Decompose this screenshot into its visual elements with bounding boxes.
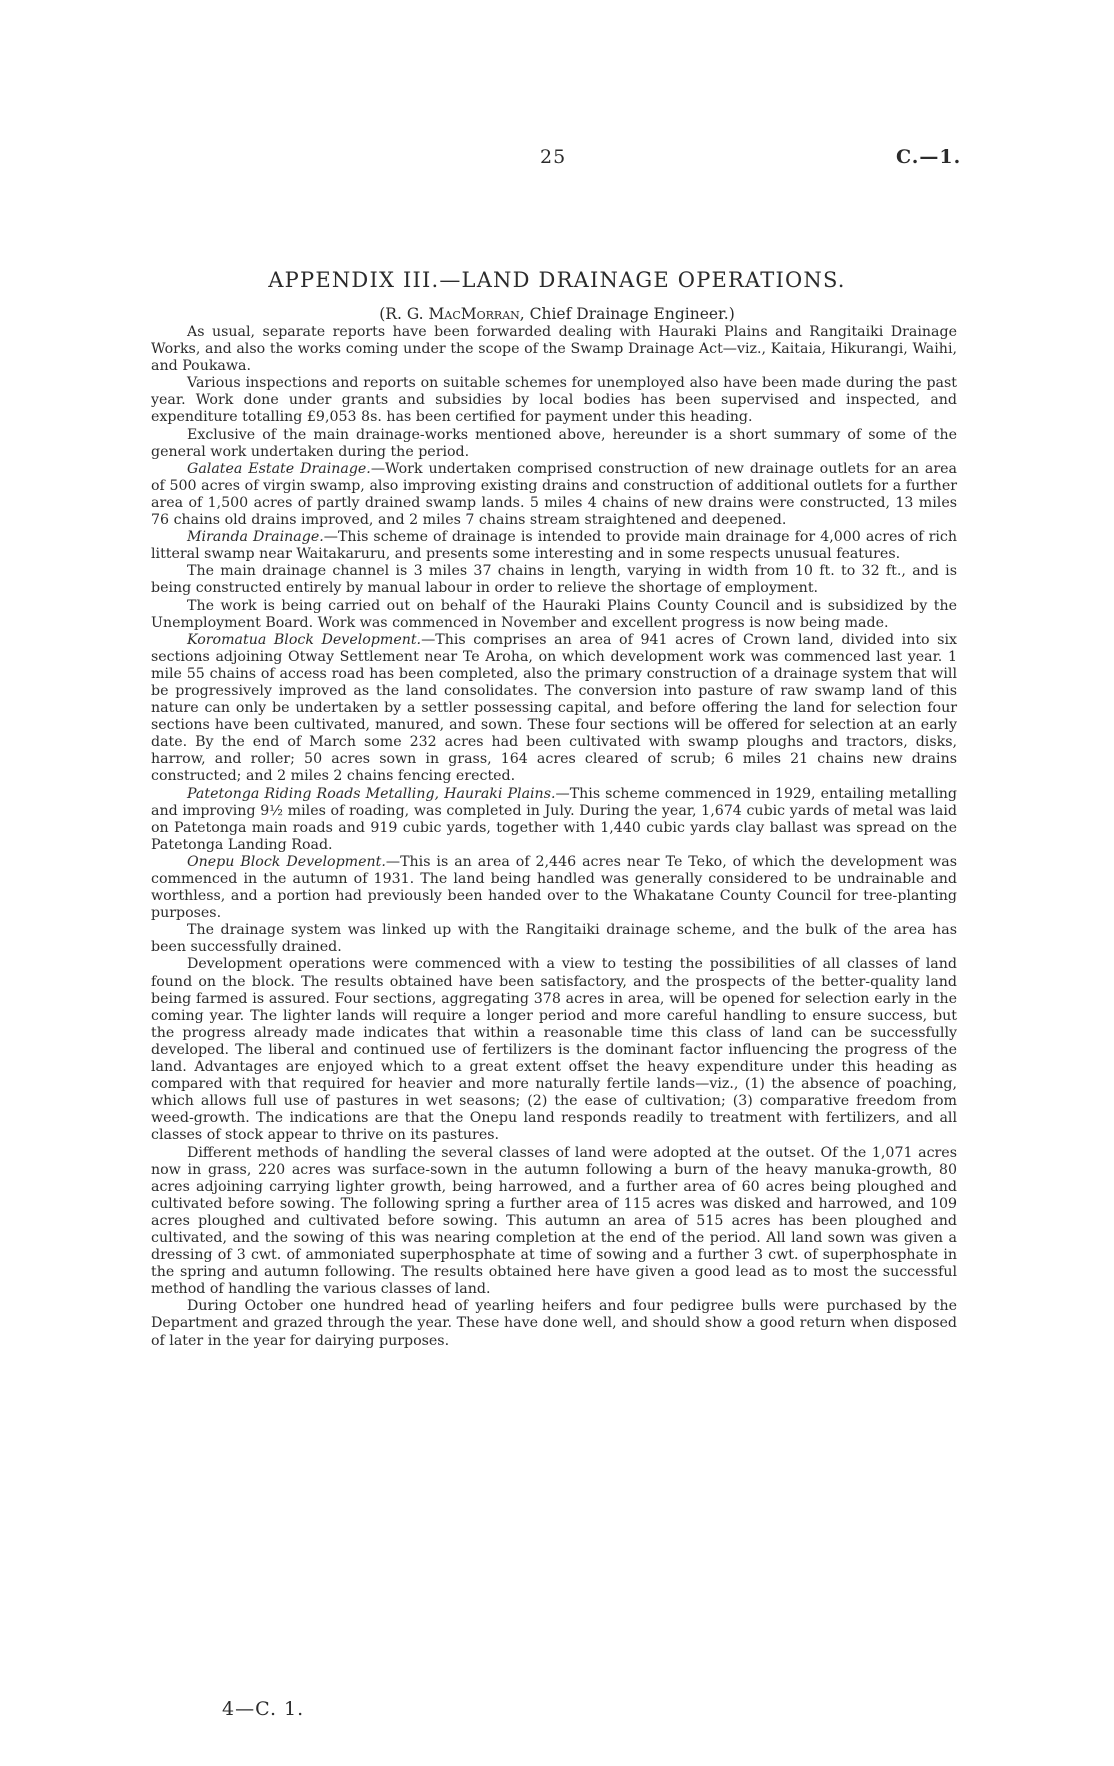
paragraph-text: The work is being carried out on behalf of the Hauraki Plains County Council and is subsidized by the Unemployment Board. Work was commenced in November and excellent progress is now being made. bbox=[151, 597, 957, 631]
page-title: APPENDIX III.—LAND DRAINAGE OPERATIONS. bbox=[268, 268, 846, 292]
paragraph bbox=[151, 375, 957, 426]
paragraph bbox=[151, 598, 957, 632]
author-name: MacMorran bbox=[428, 305, 520, 323]
paragraph-heading: Galatea Estate Drainage. bbox=[187, 460, 371, 477]
paragraph bbox=[151, 427, 957, 461]
paragraph bbox=[151, 461, 957, 529]
paragraph-text: —This comprises an area of 941 acres of Crown land, divided into six sections adjoining Otway Settlement near Te Aroha, on which development work was commenced last year. 1 mile 55 chains of access road has been completed, also the primary construction of a drainage system that will be progressively improved as the land consolidates. The conversion into pasture of raw swamp land of this nature can only be undertaken by a settler possessing capital, and before offering the land for selection four sections have been cultivated, manured, and sown. These four sections will be offered for selection at an early date. By the end of March some 232 acres had been cultivated with swamp ploughs and tractors, disks, harrow, and roller; 50 acres sown in grass, 164 acres cleared of scrub; 6 miles 21 chains new drains constructed; and 2 miles 2 chains fencing erected. bbox=[151, 631, 957, 785]
paragraph bbox=[151, 632, 957, 786]
paragraph-text: —This scheme of drainage is intended to provide main drainage for 4,000 acres of rich litteral swamp near Waitakaruru, and presents some interesting and in some respects unusual features. bbox=[151, 529, 957, 563]
paragraph-text: The drainage system was linked up with the Rangitaiki drainage scheme, and the bulk of the area has been successfully drained. bbox=[151, 922, 957, 956]
paragraph bbox=[151, 529, 957, 563]
paragraph-heading: Patetonga Riding Roads Metalling, Hauraki Plains. bbox=[187, 785, 556, 802]
paragraph-text: —This is an area of 2,446 acres near Te Teko, of which the development was commenced in the autumn of 1931. The land being handled was generally considered to be undrainable and worthless, and a portion had previously been handed over to the Whakatane County Council for tree-planting purposes. bbox=[151, 853, 957, 922]
paragraph-text: During October one hundred head of yearling heifers and four pedigree bulls were purchased by the Department and grazed through the year. These have done well, and should show a good return when disposed of later in the year for dairying purposes. bbox=[151, 1298, 957, 1349]
byline-open: (R. G. bbox=[379, 305, 429, 323]
paragraph-text: Development operations were commenced with a view to testing the possibilities of all classes of land found on the block. The results obtained have been satisfactory, and the prospects of the better-quality land being farmed is assured. Four sections, aggregating 378 acres in area, will be opened for selection early in the coming year. The lighter lands will require a longer period and more careful handling to ensure success, but the progress already made indicates that within a reasonable time this class of land can be successfully developed. The liberal and continued use of fertilizers is the dominant factor influencing the progress of the land. Advantages are enjoyed which to a great extent offset the heavy expenditure under this heading as compared with that required for heavier and more naturally fertile lands—viz., (1) the absence of poaching, which allows full use of pastures in wet seasons; (2) the ease of cultivation; (3) comparative freedom from weed-growth. The indications are that the Onepu land responds readily to treatment with fertilizers, and all classes of stock appear to thrive on its pastures. bbox=[151, 956, 957, 1144]
page-number: 25 bbox=[540, 146, 567, 168]
series-code: C.—1. bbox=[896, 146, 962, 168]
byline-rest: , Chief Drainage Engineer.) bbox=[519, 305, 735, 323]
paragraph-heading: Koromatua Block Development. bbox=[187, 631, 422, 648]
paragraph bbox=[151, 854, 957, 922]
paragraph-text: The main drainage channel is 3 miles 37 chains in length, varying in width from 10 ft. to 32 ft., and is being constructed entirely by manual labour in order to relieve the shortage of employment. bbox=[151, 563, 957, 597]
paragraph-text: —Work undertaken comprised construction of new drainage outlets for an area of 500 acres of virgin swamp, also improving existing drains and construction of additional outlets for a further area of 1,500 acres of partly drained swamp lands. 5 miles 4 chains of new drains were constructed, 13 miles 76 chains old drains improved, and 2 miles 7 chains stream straightened and deepened. bbox=[151, 460, 957, 529]
paragraph bbox=[151, 956, 957, 1144]
paragraph bbox=[151, 563, 957, 597]
paragraph-text: Exclusive of the main drainage-works mentioned above, hereunder is a short summary of some of the general work undertaken during the period. bbox=[151, 426, 957, 460]
paragraph-text: Different methods of handling the several classes of land were adopted at the outset. Of the 1,071 acres now in grass, 220 acres was surface-sown in the autumn following a burn of the heavy manuka-growth, 80 acres adjoining carrying lighter growth, being harrowed, and a further area of 60 acres being ploughed and cultivated before sowing. The following spring a further area of 115 acres was disked and harrowed, and 109 acres ploughed and cultivated before sowing. This autumn an area of 515 acres has been ploughed and cultivated, and the sowing of this was nearing completion at the end of the period. All land sown was given a dressing of 3 cwt. of ammoniated superphosphate at time of sowing and a further 3 cwt. of superphosphate in the spring and autumn following. The results obtained here have given a good lead as to most the successful method of handling the various classes of land. bbox=[151, 1144, 957, 1298]
paragraph bbox=[151, 324, 957, 375]
paragraph-text: Various inspections and reports on suitable schemes for unemployed also have been made during the past year. Work done under grants and subsidies by local bodies has been supervised and inspected, and expenditure totalling £9,053 8s. has been certified for payment under this heading. bbox=[151, 375, 957, 426]
paragraph bbox=[151, 922, 957, 956]
paragraph-text: As usual, separate reports have been forwarded dealing with Hauraki Plains and Rangitaiki Drainage Works, and also the works coming under the scope of the Swamp Drainage Act—viz., Kaitaia, Hikurangi, Waihi, and Poukawa. bbox=[151, 324, 957, 375]
paragraph bbox=[151, 1145, 957, 1299]
signature-footer: 4—C. 1. bbox=[222, 1698, 305, 1720]
report-body bbox=[151, 324, 957, 1350]
paragraph bbox=[151, 786, 957, 854]
paragraph-heading: Onepu Block Development. bbox=[187, 853, 386, 870]
paragraph bbox=[151, 1298, 957, 1349]
paragraph-text: —This scheme commenced in 1929, entailing metalling and improving 9½ miles of roading, was completed in July. During the year, 1,674 cubic yards of metal was laid on Patetonga main roads and 919 cubic yards, together with 1,440 cubic yards clay ballast was spread on the Patetonga Landing Road. bbox=[151, 785, 957, 853]
byline bbox=[0, 305, 1114, 323]
paragraph-heading: Miranda Drainage. bbox=[187, 529, 324, 546]
